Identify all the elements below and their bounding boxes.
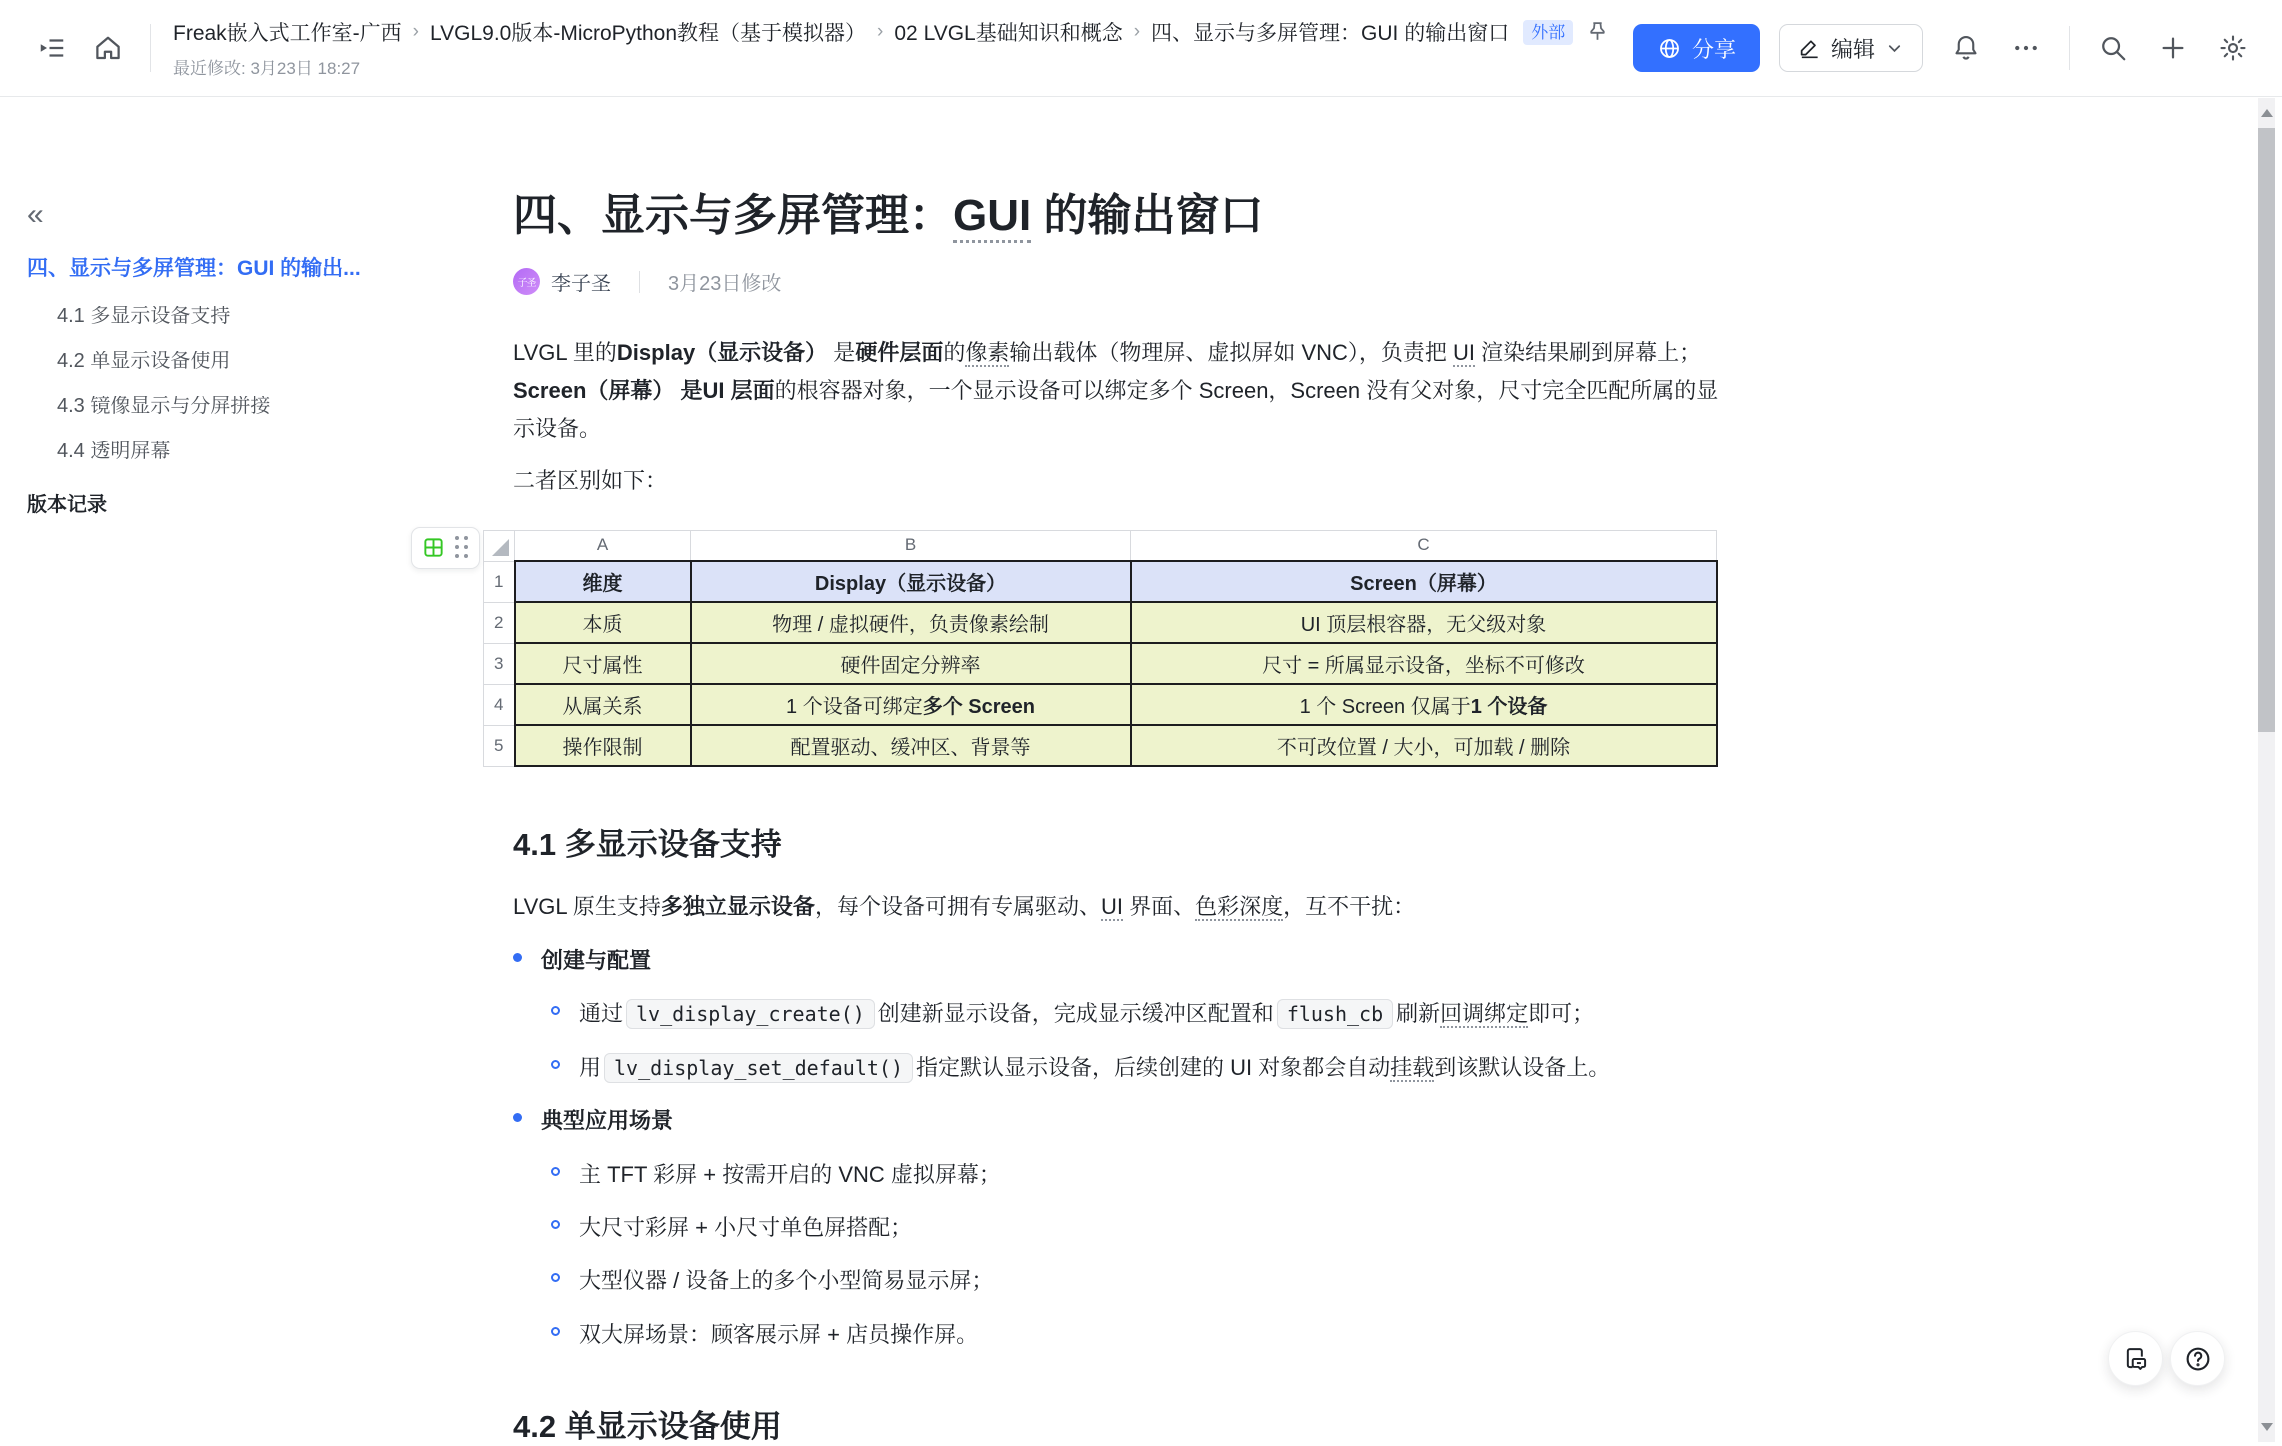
sheet-row-header[interactable]: 1 [484,561,515,602]
question-mark-icon [2183,1344,2213,1374]
breadcrumb-item[interactable]: Freak嵌入式工作室-广西 [173,22,402,45]
breadcrumb [173,17,1633,79]
document-canvas [486,98,1726,1445]
bullet-icon [551,1049,579,1086]
pencil-icon [1798,37,1821,60]
doc-meta [513,267,1726,296]
sheet-cell[interactable]: 配置驱动、缓冲区、背景等 [691,725,1131,766]
sheet-cell[interactable]: 不可改位置 / 大小，可加载 / 删除 [1131,725,1717,766]
bullet-icon [551,1156,579,1193]
header-divider [150,24,151,72]
edit-button[interactable] [1779,24,1923,72]
bullet-icon [551,1262,579,1299]
breadcrumb-current[interactable]: 四、显示与多屏管理：GUI 的输出窗口 [1151,22,1510,45]
vertical-scrollbar[interactable] [2258,98,2275,1442]
toc-item-4-2[interactable]: 4.2 单显示设备使用 [57,351,231,372]
sheet-col-header-a[interactable]: A [515,530,691,561]
sheet-cell[interactable]: 维度 [515,561,691,602]
scrollbar-down-arrow[interactable] [2258,1412,2275,1442]
toc-item-4-1[interactable]: 4.1 多显示设备支持 [57,306,231,327]
header-actions [1633,24,2250,72]
last-modified: 最近修改: 3月23日 18:27 [173,59,361,78]
breadcrumb-separator: › [412,21,419,42]
toc-item-4-3[interactable]: 4.3 镜像显示与分屏拼接 [57,396,271,417]
notifications-bell-icon[interactable] [1949,31,1983,65]
scrollbar-thumb[interactable] [2258,128,2275,732]
toc-collapse-icon[interactable]: « [27,198,44,231]
chevron-down-icon [1885,39,1904,58]
sheet-col-header-c[interactable]: C [1131,530,1717,561]
avatar[interactable]: 子圣 [513,268,540,295]
share-button[interactable] [1633,24,1760,72]
sheet-cell[interactable]: Display（显示设备） [691,561,1131,602]
more-options-icon[interactable] [2009,31,2043,65]
sheet-cell[interactable]: 1 个 Screen 仅属于1 个设备 [1131,684,1717,725]
sheet-cell[interactable]: 本质 [515,602,691,643]
help-button[interactable] [2170,1331,2225,1386]
list-item: 用 lv_display_set_default() 指定默认显示设备，后续创建的 UI 对象都会自动挂载到该默认设备上。 [551,1049,1726,1086]
meta-divider [639,271,640,293]
sheet-row-header[interactable]: 4 [484,684,515,725]
bullet-list [513,942,1726,1353]
list-item: 大尺寸彩屏 + 小尺寸单色屏搭配； [551,1209,1726,1246]
section-heading-4-2: 4.2 单显示设备使用 [513,1409,782,1445]
breadcrumb-separator: › [1133,21,1141,42]
intro-paragraph: LVGL 里的Display（显示设备） 是硬件层面的像素输出载体（物理屏、虚拟屏如 VNC），负责把 UI 渲染结果刷到屏幕上；Screen（屏幕） 是UI 层面的根容器对象，一个显示设备可以绑定多个 Screen，Screen 没有父对象，尺寸完全匹配所属的显示设备。 [513,340,1719,442]
sheet-cell[interactable]: Screen（屏幕） [1131,561,1717,602]
intro-followup: 二者区别如下： [513,467,668,493]
bullet-icon [551,1209,579,1246]
list-item: 通过 lv_display_create() 创建新显示设备，完成显示缓冲区配置和 flush_cb 刷新回调绑定即可； [551,995,1726,1032]
sheet-cell[interactable]: 物理 / 虚拟硬件，负责像素绘制 [691,602,1131,643]
edit-button-label: 编辑 [1830,36,1875,62]
section-heading-4-1: 4.1 多显示设备支持 [513,827,782,863]
sheet-cell[interactable]: 尺寸 = 所属显示设备，坐标不可修改 [1131,643,1717,684]
breadcrumb-item[interactable]: LVGL9.0版本-MicroPython教程（基于模拟器） [430,22,867,45]
sheet-row-header[interactable]: 3 [484,643,515,684]
share-button-label: 分享 [1691,36,1736,62]
sheet-cell[interactable]: 1 个设备可绑定多个 Screen [691,684,1131,725]
version-history-link[interactable]: 版本记录 [27,494,107,516]
external-badge: 外部 [1523,20,1573,45]
doc-feedback-button[interactable] [2108,1331,2163,1386]
new-tab-plus-icon[interactable] [2156,31,2190,65]
search-icon[interactable] [2096,31,2130,65]
author-name[interactable]: 李子圣 [551,273,611,296]
sidebar-toggle-icon[interactable] [34,30,70,66]
list-item: 主 TFT 彩屏 + 按需开启的 VNC 虚拟屏幕； [551,1156,1726,1193]
bullet-icon [551,995,579,1032]
sheet-cell[interactable]: 从属关系 [515,684,691,725]
sheet-cell[interactable]: 尺寸属性 [515,643,691,684]
sheet-grid-icon[interactable] [422,536,445,559]
breadcrumb-separator: › [877,21,884,42]
bullet-icon [551,1316,579,1353]
bullet-icon [513,942,541,979]
sheet-cell[interactable]: UI 顶层根容器，无父级对象 [1131,602,1717,643]
page-title: 四、显示与多屏管理：GUI 的输出窗口 [513,186,1726,245]
list-item: 大型仪器 / 设备上的多个小型简易显示屏； [551,1262,1726,1299]
drag-handle-icon[interactable] [455,536,469,559]
breadcrumb-item[interactable]: 02 LVGL基础知识和概念 [894,22,1123,45]
toc-sidebar [0,98,486,1442]
settings-gear-icon[interactable] [2216,31,2250,65]
list-item: 创建与配置 [513,942,1726,979]
scrollbar-up-arrow[interactable] [2258,98,2275,128]
sheet-row-header[interactable]: 2 [484,602,515,643]
bullet-icon [513,1102,541,1139]
sheet-select-all-corner[interactable] [484,530,515,561]
pin-icon[interactable] [1585,20,1610,45]
sheet-block-toolbar[interactable] [411,527,480,569]
sheet-row-header[interactable]: 5 [484,725,515,766]
modified-date: 3月23日修改 [668,273,782,296]
globe-icon [1657,36,1682,61]
embedded-sheet-block [483,530,1726,768]
sheet-cell[interactable]: 操作限制 [515,725,691,766]
section-4-1-paragraph: LVGL 原生支持多独立显示设备，每个设备可拥有专属驱动、UI 界面、色彩深度，互不干扰： [513,894,1416,920]
header-divider [2069,26,2070,70]
toc-item-active[interactable]: 四、显示与多屏管理：GUI 的输出... [27,257,361,280]
doc-comment-icon [2122,1345,2150,1373]
sheet-cell[interactable]: 硬件固定分辨率 [691,643,1131,684]
list-item: 典型应用场景 [513,1102,1726,1139]
list-item: 双大屏场景：顾客展示屏 + 店员操作屏。 [551,1316,1726,1353]
sheet-col-header-b[interactable]: B [691,530,1131,561]
toc-item-4-4[interactable]: 4.4 透明屏幕 [57,441,171,462]
top-bar [0,0,2282,97]
home-icon[interactable] [90,30,126,66]
comparison-table [483,530,1718,768]
